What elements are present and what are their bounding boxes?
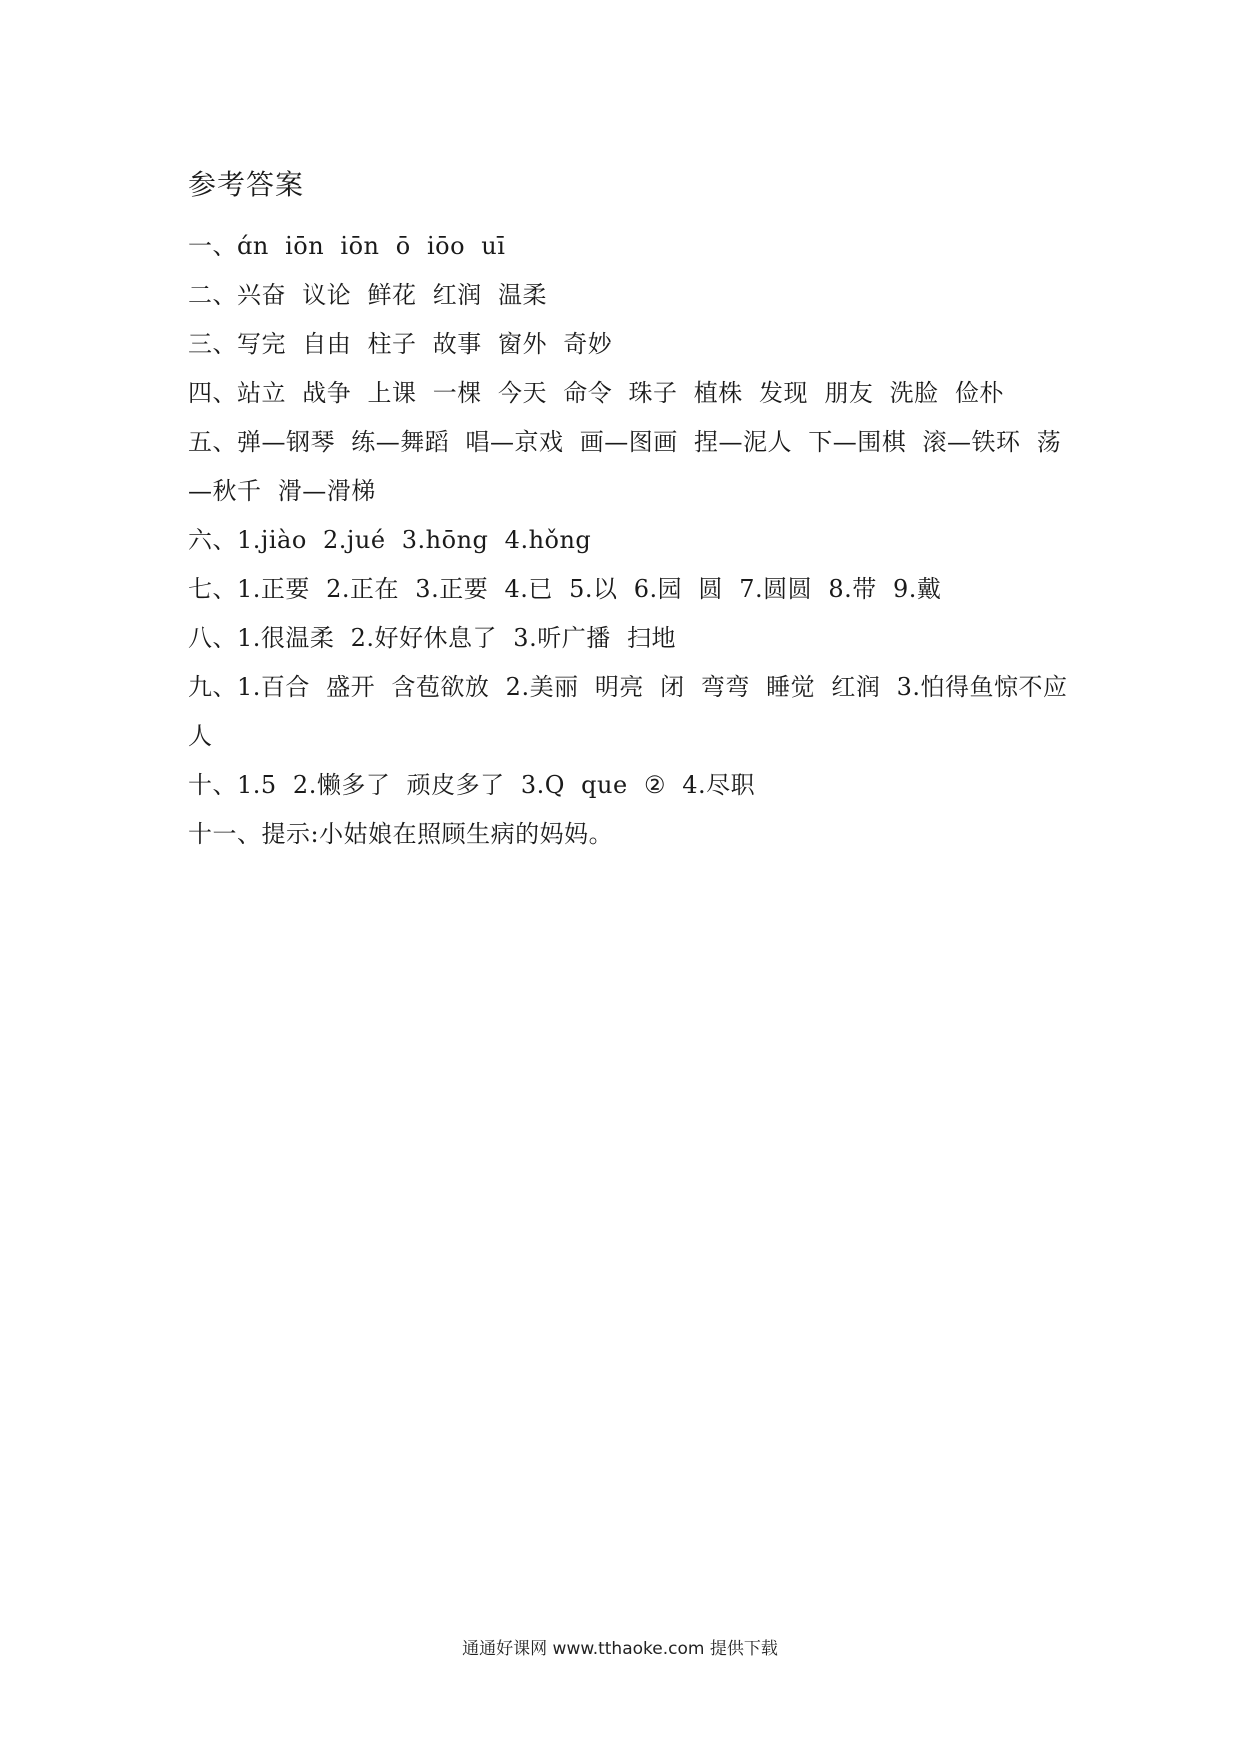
answer-item-8: 八、1.很温柔 2.好好休息了 3.听广播 扫地 (188, 624, 676, 652)
answer-item-2: 二、兴奋 议论 鲜花 红润 温柔 (188, 281, 548, 309)
answer-item-9: 九、1.百合 盛开 含苞欲放 2.美丽 明亮 闭 弯弯 睡觉 红润 3.怕得鱼惊不应人 (188, 673, 1068, 750)
answer-item-10: 十、1.5 2.懒多了 顽皮多了 3.Q que ② 4.尽职 (188, 771, 756, 799)
page-title: 参考答案 (188, 168, 305, 201)
answer-item-11: 十一、提示:小姑娘在照顾生病的妈妈。 (188, 820, 614, 848)
answer-item-6: 六、1.jiào 2.jué 3.hōng 4.hǒng (188, 526, 592, 554)
answer-list (188, 222, 1068, 859)
answer-item-5: 五、弹—钢琴 练—舞蹈 唱—京戏 画—图画 捏—泥人 下—围棋 滚—铁环 荡—秋千 滑—滑梯 (188, 428, 1062, 505)
page-footer: 通通好课网 www.tthaoke.com 提供下载 (462, 1639, 778, 1659)
answer-item-3: 三、写完 自由 柱子 故事 窗外 奇妙 (188, 330, 613, 358)
answer-item-1: 一、ɑ́n iōn iōn ō iōo uī (188, 232, 506, 260)
answer-item-7: 七、1.正要 2.正在 3.正要 4.已 5.以 6.园 圆 7.圆圆 8.带 9.戴 (188, 575, 942, 603)
answer-item-4: 四、站立 战争 上课 一棵 今天 命令 珠子 植株 发现 朋友 洗脸 俭朴 (188, 379, 1004, 407)
